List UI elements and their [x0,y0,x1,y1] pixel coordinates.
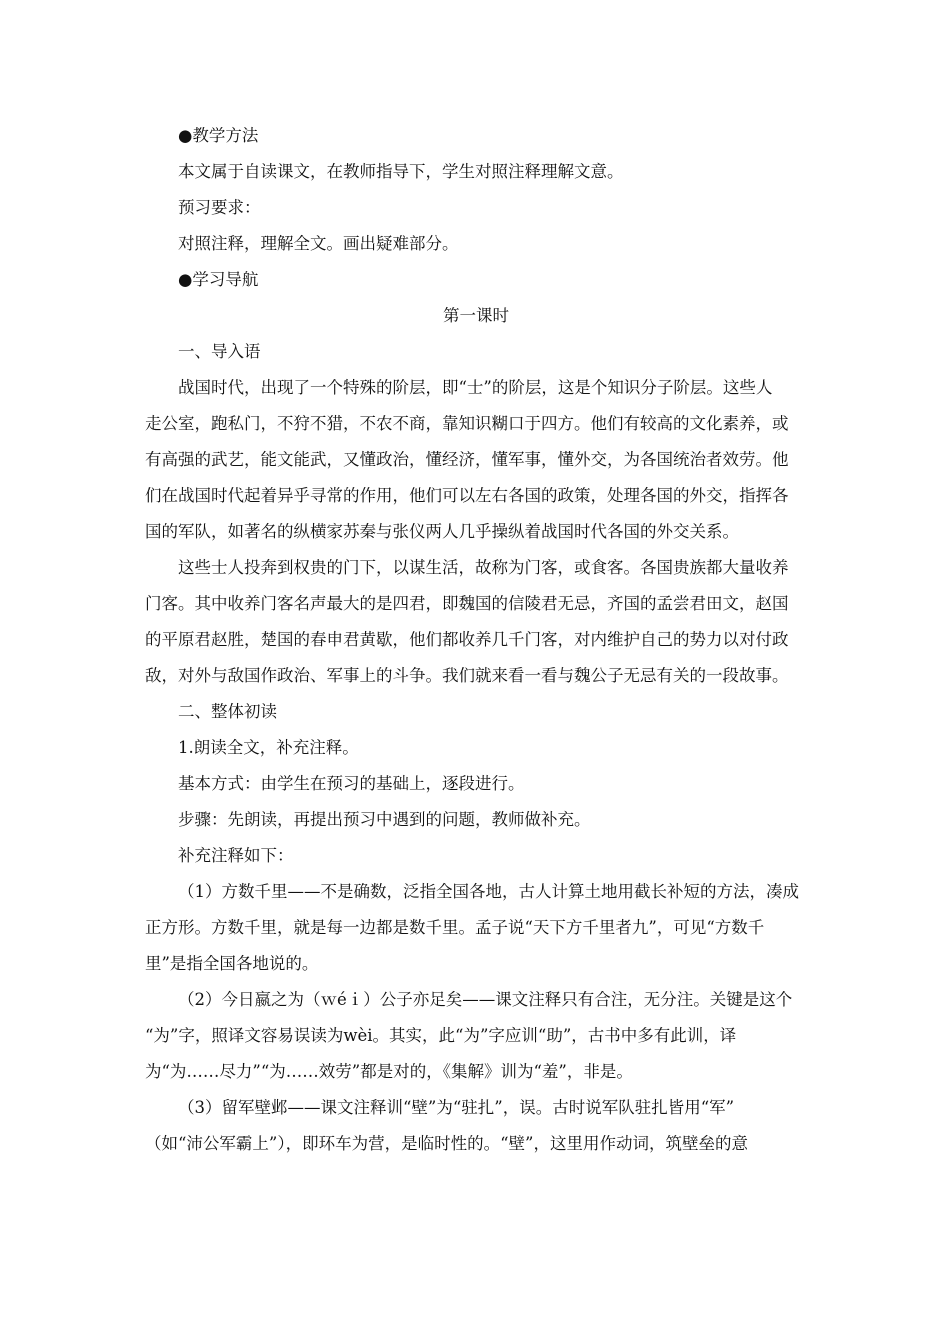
text-line: 基本方式：由学生在预习的基础上，逐段进行。 [178,774,525,793]
note-line: 里”是指全国各地说的。 [145,954,319,973]
text-line: 战国时代，出现了一个特殊的阶层，即“士”的阶层，这是个知识分子阶层。这些人 [178,378,773,397]
note-line: （如“沛公军霸上”），即环车为营，是临时性的。“壁”，这里用作动词，筑壁垒的意 [145,1134,748,1153]
text-line: 本文属于自读课文，在教师指导下，学生对照注释理解文意。 [178,162,624,181]
note-line: 为“为……尽力”“为……效劳”都是对的，《集解》训为“羞”，非是。 [145,1062,633,1081]
section-heading-study-guide: ●学习导航 [178,270,259,289]
note-line: 正方形。方数千里，就是每一边都是数千里。孟子说“天下方千里者九”，可见“方数千 [145,918,765,937]
text-line: 预习要求： [178,198,261,217]
text-line: 有高强的武艺，能文能武，又懂政治，懂经济，懂军事，懂外交，为各国统治者效劳。他 [145,450,789,469]
document-page [145,118,807,1162]
text-line: 走公室，跑私门，不狩不猎，不农不商，靠知识糊口于四方。他们有较高的文化素养，或 [145,414,789,433]
note-line: “为”字，照译文容易误读为wèi。其实，此“为”字应训“助”，古书中多有此训，译 [145,1026,737,1045]
subheading-intro: 一、导入语 [178,342,261,361]
text-line: 对照注释，理解全文。画出疑难部分。 [178,234,459,253]
text-line: 敌，对外与敌国作政治、军事上的斗争。我们就来看一看与魏公子无忌有关的一段故事。 [145,666,789,685]
note-line: （2）今日嬴之为（ｗéｉ）公子亦足矣——课文注释只有合注，无分注。关键是这个 [178,990,793,1009]
note-line: （1）方数千里——不是确数，泛指全国各地，古人计算土地用截长补短的方法，凑成 [178,882,799,901]
text-line: 这些士人投奔到权贵的门下，以谋生活，故称为门客，或食客。各国贵族都大量收养 [178,558,789,577]
text-line: 1.朗读全文，补充注释。 [178,738,359,757]
section-heading-teaching-method: ●教学方法 [178,126,259,145]
text-line: 步骤：先朗读，再提出预习中遇到的问题，教师做补充。 [178,810,591,829]
text-line: 门客。其中收养门客名声最大的是四君，即魏国的信陵君无忌，齐国的孟尝君田文，赵国 [145,594,789,613]
lesson-title: 第一课时 [443,306,509,325]
note-line: （3）留军壁邺——课文注释训“壁”为“驻扎”，误。古时说军队驻扎皆用“军” [178,1098,735,1117]
text-line: 补充注释如下： [178,846,294,865]
text-line: 们在战国时代起着异乎寻常的作用，他们可以左右各国的政策，处理各国的外交，指挥各 [145,486,789,505]
text-line: 国的军队，如著名的纵横家苏秦与张仪两人几乎操纵着战国时代各国的外交关系。 [145,522,739,541]
text-line: 的平原君赵胜，楚国的春申君黄歇，他们都收养几千门客，对内维护自己的势力以对付政 [145,630,789,649]
subheading-overview: 二、整体初读 [178,702,277,721]
